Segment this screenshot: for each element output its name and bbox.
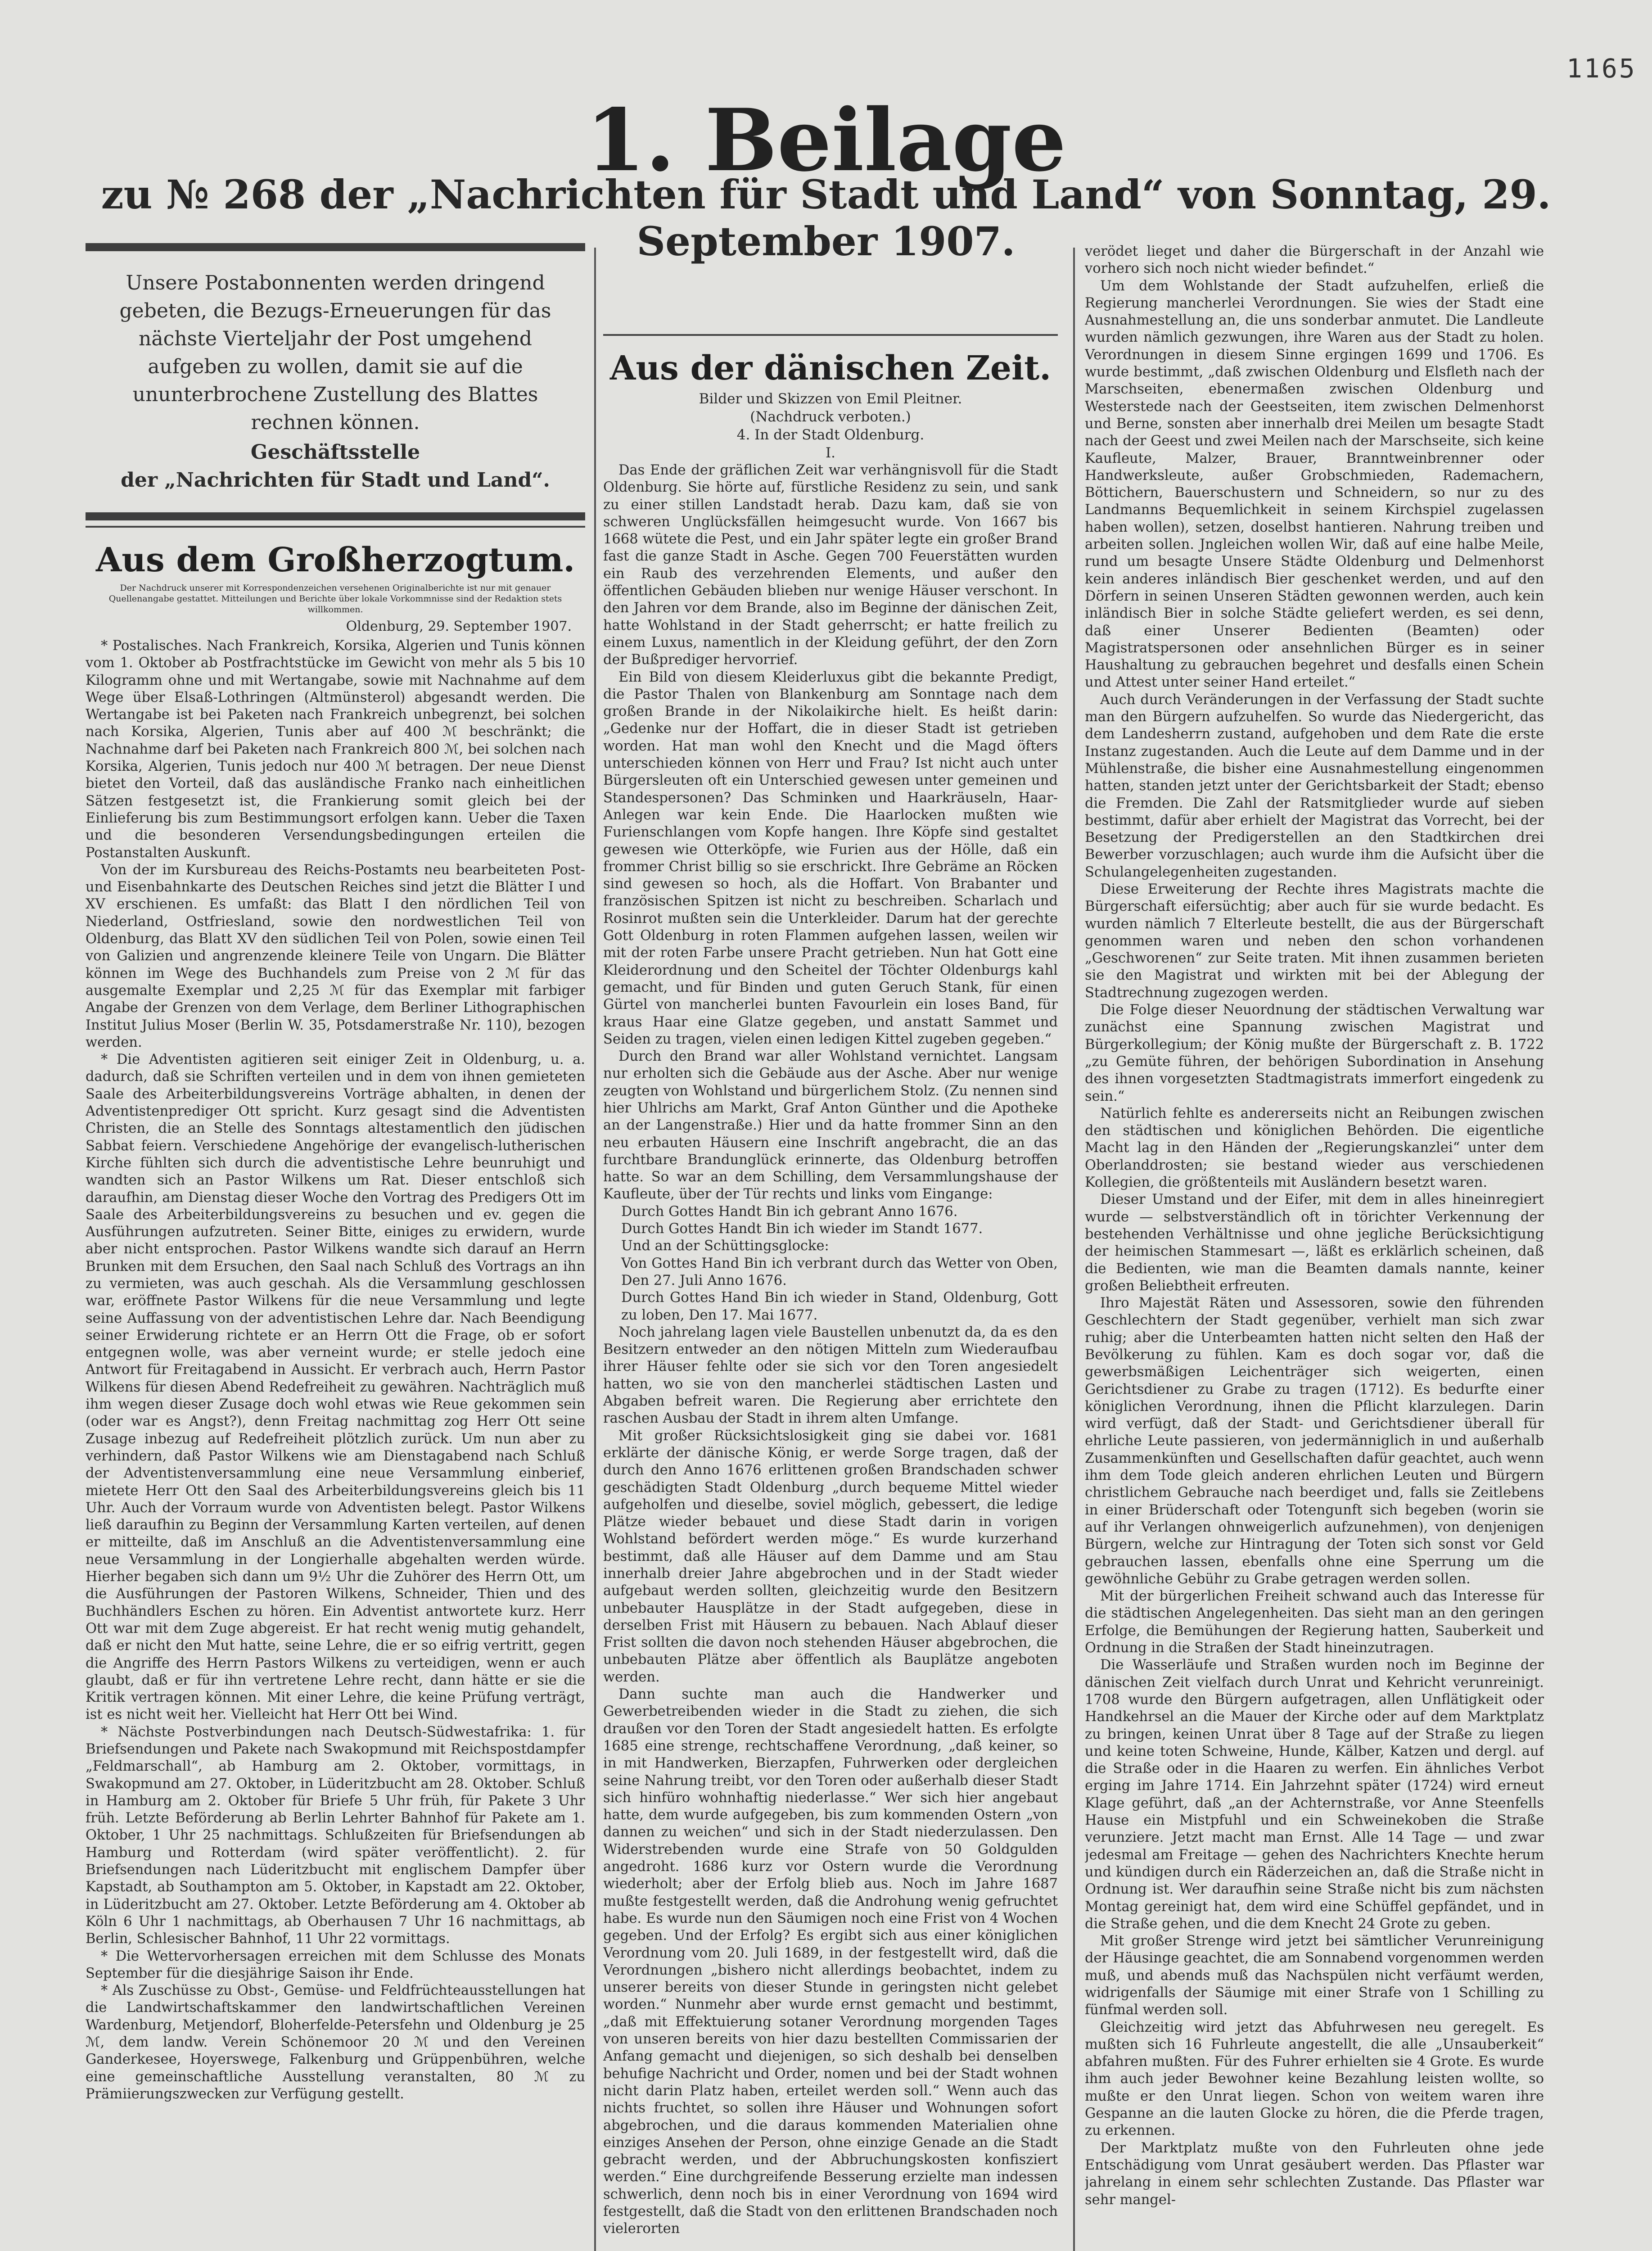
paragraph: Dann suchte man auch die Handwerker und Gewerbetreibenden wieder in die Stadt zu ziehen, die sich draußen vor den Toren der Stadt angesiedelt hatten. Es erfolgte 1685 eine strenge, rechtschaffene Verordnung, „daß keiner, so in mit Handwerken, Bierzapfen, Fuhrwerken oder dergleichen seine Nahrung treibt, vor den Toren oder außerhalb dieser Stadt sich hinfüro wohnhaftig niederlasse.“ Wer sich hier angebaut hatte, dem wurde aufgegeben, bis zum kommenden Ostern „von dannen zu weichen“ und sich in der Stadt niederzulassen. Den Widerstrebenden wurde eine Strafe von 50 Goldgulden angedroht. 1686 kurz vor Ostern wurde die Verordnung wiederholt; aber der Erfolg blieb aus. Noch im Jahre 1687 mußte festgestellt werden, daß die Androhung wenig gefruchtet habe. Es wurde nun den Säumigen noch eine Frist von 4 Wochen gegeben. Und der Erfolg? Es ergibt sich aus einer königlichen Verordnung vom 20. Juli 1689, in der festgestellt wird, daß die Verordnungen „bishero nicht allerdings beobachtet, indem zu unserer bereits von dieser Stunde in geringsten nicht gelebet worden.“ Nunmehr aber wurde ernst gemacht und bestimmt, „daß mit Effektuierung sotaner Verordnung morgenden Tages von unseren bereits von hier dazu bestellten Commissarien der Anfang gemacht und diejenigen, so sich deshalb bei denselben behufige Nachricht und Order, nomen und bei der Stadt wohnen nicht darin Platz haben, erteilet werden soll.“ Wenn auch das nichts fruchtet, so sollen ihre Häuser und Wohnungen sofort abgebrochen, und die daraus kommenden Materialien ohne einziges Ansehen der Person, ohne einzige Genade an die Stadt gebracht werden, und der Abbruchungskosten konfisziert werden.“ Eine durchgreifende Besserung erzielte man indessen schwerlich, denn noch bis in einer Verordnung von 1694 wird festgestellt, daß die Stadt von den erlittenen Brandschaden noch vielerorten	[603, 1686, 1058, 2237]
paragraph: Die Wasserläufe und Straßen wurden noch im Beginne der dänischen Zeit vielfach durch Unrat und Kehricht verunreinigt. 1708 wurde den Bürgern aufgetragen, allen Unflätigkeit oder Handkehrsel an die Mauer der Kirche oder auf dem Marktplatz zu bringen, keinen Unrat über 8 Tage auf der Straße zu liegen und keine toten Schweine, Hunde, Kälber, Katzen und dergl. auf die Straße oder in die Haaren zu werfen. Ein ähnliches Verbot erging im Jahre 1714. Ein Jahrzehnt später (1724) wird erneut Klage geführt, daß „an der Achternstraße, vor Anne Steenfells Hause ein Mistpfuhl und ein Schweinekoben die Straße verunziere. Jetzt macht man Ernst. Alle 14 Tage — und zwar jedesmal am Freitage — gehen des Nachrichters Knechte herum und kündigen durch ein Räderzeichen an, daß die Straße nicht in Ordnung ist. Wer daraufhin seine Straße nicht bis zum nächsten Montag gereinigt hat, dem wird eine Schüffel gepfändet, und in die Straße gehen, und die dem Knecht 24 Grote zu geben.	[1085, 1657, 1544, 1932]
paragraph: * Postalisches. Nach Frankreich, Korsika, Algerien und Tunis können vom 1. Oktober ab Postfrachtstücke im Gewicht von mehr als 5 bis 10 Kilogramm ohne und mit Wertangabe, sowie mit Nachnahme auf dem Wege über Elsaß-Lothringen (Altmünsterol) abgesandt werden. Die Wertangabe ist bei Paketen nach Frankreich unbegrenzt, bei solchen nach Korsika, Algerien, Tunis aber auf 400 ℳ beschränkt; die Nachnahme darf bei Paketen nach Frankreich 800 ℳ, bei solchen nach Korsika, Algerien, Tunis jedoch nur 400 ℳ betragen. Der neue Dienst bietet den Vorteil, daß das ausländische Franko nach einheitlichen Sätzen festgesetzt ist, die Frankierung somit gleich bei der Einlieferung bis zum Bestimmungsort erfolgen kann. Ueber die Taxen und die besonderen Versendungsbedingungen erteilen die Postanstalten Auskunft.	[86, 638, 585, 861]
chapter-numeral: I.	[825, 445, 836, 461]
column-continuation-space	[603, 243, 1058, 329]
dateline: Oldenburg, 29. September 1907.	[346, 619, 572, 634]
column-rule	[1073, 248, 1075, 2251]
notice-text: Unsere Postabonnenten werden dringend gebeten, die Bezugs-Erneuerungen für das nächste Vierteljahr der Post umgehend aufgeben zu wollen, damit sie auf die ununterbrochene Zustellung des Blattes rechnen können.	[119, 271, 551, 434]
paragraph: Noch jahrelang lagen viele Baustellen unbenutzt da, da es den Besitzern entweder an den nötigen Mitteln zum Wiederaufbau ihrer Häuser fehlte oder sie sich vor den Toren angesiedelt hatten, wo sie von den mancherlei städtischen Lasten und Abgaben befreit waren. Die Regierung aber errichtete den raschen Ausbau der Stadt in ihrem alten Umfange.	[603, 1324, 1058, 1427]
rule-bar	[86, 243, 585, 251]
article-body	[86, 637, 585, 2103]
notice-signature: Geschäftsstelle	[250, 441, 420, 464]
paragraph: verödet lieget und daher die Bürgerschaft in der Anzahl wie vorhero sich noch nicht wieder befindet.“	[1085, 244, 1544, 277]
paragraph: Ihro Majestät Räten und Assessoren, sowie den führenden Geschlechtern der Stadt gegenüber, verhielt man sich zwar ruhig; aber die Unterbeamten hatten nicht selten den Haß der Bevölkerung zu fühlen. Kam es doch sogar vor, daß die gewerbsmäßigen Leichenträger sich weigerten, einen Gerichtsdiener zu Grabe zu tragen (1712). Es bedurfte einer königlichen Verordnung, ihnen die Pflicht klarzulegen. Darin wird verfügt, daß der Stadt- und Gerichtsdiener überall für ehrliche Leute passieren, von jedermänniglich in und außerhalb Zusammenkünften und Gesellschaften dafür geachtet, auch wenn ihm dem Tode gleich anderen ehrlichen Leuten und Bürgern christlichem Gebrauche nach beerdiget und, falls sie Zeitlebens in einer Brüderschaft oder Totengunft sich begeben (worin sie auf ihr Verlangen ohnweigerlich aufzunehmen), von denjenigen Bürgern, welche zur Hintragung der Toten sich sonst vor Geld gebrauchen lassen, ebenfalls ohne eine Sperrung um die gewöhnliche Gebühr zu Grabe getragen werden sollen.	[1085, 1295, 1544, 1587]
masthead-title: 1. Beilage	[586, 90, 1066, 190]
paragraph: * Die Wettervorhersagen erreichen mit dem Schlusse des Monats September für die diesjährige Saison ihr Ende.	[86, 1948, 585, 1981]
chapter-heading: 4. In der Stadt Oldenburg.	[736, 427, 925, 443]
column-right	[1085, 243, 1544, 2251]
paragraph: Das Ende der gräflichen Zeit war verhängnisvoll für die Stadt Oldenburg. Sie hörte auf, fürstliche Residenz zu sein, und sank zu einer stillen Landstadt herab. Dazu kam, daß sie von schweren Unglücksfällen heimgesucht wurde. Von 1667 bis 1668 wütete die Pest, und ein Jahr später legte ein großer Brand fast die ganze Stadt in Asche. Gegen 700 Feuerstätten wurden ein Raub des verzehrenden Elements, und außer den öffentlichen Gebäuden blieben nur wenige Häuser verschont. In den Jahren vor dem Brande, also im Beginne der dänischen Zeit, hatte Wohlstand in der Stadt geherrscht; er hatte freilich zu einem Luxus, namentlich in der Kleidung geführt, der den Zorn der Bußprediger hervorrief.	[603, 462, 1058, 668]
rule-line	[86, 526, 585, 528]
paragraph: Von der im Kursbureau des Reichs-Postamts neu bearbeiteten Post- und Eisenbahnkarte des Deutschen Reiches sind jetzt die Blätter I und XV erschienen. Es umfaßt: das Blatt I den nördlichen Teil von Niederland, Ostfriesland, sowie den nordwestlichen Teil von Oldenburg, das Blatt XV den südlichen Teil von Polen, sowie einen Teil von Galizien und angrenzende kleinere Teile von Ungarn. Die Blätter können im Wege des Buchhandels zum Preise von 2 ℳ für das ausgemalte Exemplar und 2,25 ℳ für das Exemplar mit farbiger Angabe der Grenzen von dem Verlage, dem Berliner Lithographischen Institut Julius Moser (Berlin W. 35, Potsdamerstraße Nr. 110), bezogen werden.	[86, 862, 585, 1050]
column-left	[86, 243, 585, 2251]
paragraph: Mit der bürgerlichen Freiheit schwand auch das Interesse für die städtischen Angelegenheiten. Das sieht man an den geringen Erfolge, die Bemühungen der Regierung hatten, Sauberkeit und Ordnung in die Straßen der Stadt hineinzutragen.	[1085, 1588, 1544, 1656]
paragraph: * Als Zuschüsse zu Obst-, Gemüse- und Feldfrüchteausstellungen hat die Landwirtschaftskammer den landwirtschaftlichen Vereinen Wardenburg, Metjendorf, Bloherfelde-Petersfehn und Oldenburg je 25 ℳ, dem landw. Verein Schönemoor 20 ℳ und den Vereinen Ganderkesee, Hoyerswege, Falkenburg und Grüppenbühren, welche eine gemeinschaftliche Ausstellung veranstalten, 80 ℳ zu Prämiierungszwecken zur Verfügung gestellt.	[86, 1983, 585, 2102]
reprint-note: (Nachdruck verboten.)	[750, 409, 911, 425]
reprint-note: Der Nachdruck unserer mit Korrespondenzeichen versehenen Originalberichte ist nur mit genauer Quellenangabe gestattet. Mitteilungen und Berichte über lokale Vorkommnisse sind der Redaktion stets willkommen.	[108, 583, 562, 615]
paragraph: Auch durch Veränderungen in der Verfassung der Stadt suchte man den Bürgern aufzuhelfen. So wurde das Niedergericht, das dem Landesherrn zustand, aufgehoben und dem Rate die erste Instanz zugestanden. Auch die Leute auf dem Damme und in der Mühlenstraße, die bisher eine Ausnahmestellung eingenommen hatten, standen jetzt unter der Gerichtsbarkeit der Stadt; ebenso die Fremden. Die Zahl der Ratsmitglieder wurde auf sieben bestimmt, dafür aber erhielt der Magistrat das Vorrecht, bei der Besetzung der Predigerstellen an den Stadtkirchen drei Bewerber vorzuschlagen; auch wurde ihm die Aufsicht über die Schulangelegenheiten zugestanden.	[1085, 692, 1544, 880]
paragraph: Um dem Wohlstande der Stadt aufzuhelfen, erließ die Regierung mancherlei Verordnungen. Sie wies der Stadt eine Ausnahmestellung an, die uns sonderbar anmutet. Die Landleute wurden nämlich gezwungen, ihre Waren aus der Stadt zu holen. Verordnungen in diesem Sinne ergingen 1699 und 1706. Es wurde bestimmt, „daß zwischen Oldenburg und Elsfleth nach der Marschseiten, ebenermaßen zwischen Oldenburg und Westerstede nach der Geestseiten, item zwischen Delmenhorst und Berne, sonsten aber innerhalb drei Meilen um besagte Stadt nach der Geest und zwei Meilen nach der Marschseite, sich keine Kaufleute, Malzer, Brauer, Branntweinbrenner oder Handwerksleute, außer Grobschmieden, Rademachern, Böttichern, Bauerschustern und Schneidern, so nur zu des Landmanns Bequemlichkeit in seinem Kirchspiel zugelassen haben wollen), setzen, doselbst hantieren. Nahrung treiben und arbeiten sollen. Jngleichen wollen Wir, daß auf eine halbe Meile, rund um besagte Unsere Städte Oldenburg und Delmenhorst kein anderes inländisch Bier geschenket werden, und auf den Dörfern in seinen Unseren Städten gewonnen werden, auch kein inländisch Bier in solche Städte geliefert werden, es sei denn, daß einer Unserer Bedienten (Beamten) oder Magistratspersonen oder ansehnlichen Bürger es in seiner Haushaltung zu gebrauchen begehret und desfalls einen Schein und Attest unter seiner Hand erteilet.“	[1085, 278, 1544, 691]
inscription: Durch Gottes Handt Bin ich wieder im Standt 1677.	[621, 1221, 983, 1237]
paragraph: Natürlich fehlte es andererseits nicht an Reibungen zwischen den städtischen und königlichen Behörden. Die eigentliche Macht lag in den Händen der „Regierungskanzlei“ unter dem Oberlanddrosten; sie bestand wieder aus verschiedenen Kollegien, die größtenteils mit Ausländern besetzt waren.	[1085, 1105, 1544, 1191]
paragraph: Der Marktplatz mußte von den Fuhrleuten ohne jede Entschädigung vom Unrat gesäubert werden. Das Pflaster war jahrelang in einem sehr schlechten Zustande. Das Pflaster war sehr mangel-	[1085, 2140, 1544, 2208]
inscription: Und an der Schüttingsglocke:	[621, 1238, 829, 1254]
paragraph: Diese Erweiterung der Rechte ihres Magistrats machte die Bürgerschaft eifersüchtig; aber auch für sie wurde bedacht. Es wurden nämlich 7 Elterleute bestellt, die aus der Bürgerschaft genommen waren und neben den schon vorhandenen „Geschworenen“ zur Seite traten. Mit ihnen zusammen berieten sie den Magistrat und wirkten mit bei der Ablegung der Stadtrechnung zugezogen werden.	[1085, 881, 1544, 1001]
paragraph: Mit großer Rücksichtslosigkeit ging sie dabei vor. 1681 erklärte der dänische König, er werde Sorge tragen, daß der durch den Anno 1676 erlittenen großen Brandschaden schwer geschädigten Stadt Oldenburg „durch bequeme Mittel wieder aufgeholfen und dieselbe, soviel möglich, gebessert, die ledige Plätze wieder bebauet und diese Stadt darin in vorigen Wohlstand befördert werden möge.“ Es wurde kurzerhand bestimmt, daß alle Häuser auf dem Damme und am Stau innerhalb dreier Jahre abgebrochen und in der Stadt wieder aufgebaut werden sollten, gleichzeitig wurde den Besitzern unbebauter Hausplätze in der Stadt aufgegeben, diese in derselben Frist mit Häusern zu bebauen. Nach Ablauf dieser Frist sollten die davon noch stehenden Häuser abgebrochen, die unbebauten Plätze aber öffentlich als Bauplätze angeboten werden.	[603, 1428, 1058, 1685]
page-number: 1165	[1566, 53, 1637, 84]
inscription: Durch Gottes Hand Bin ich wieder in Stand, Oldenburg, Gott zu loben, Den 17. Mai 1677.	[621, 1290, 1058, 1323]
paragraph: Durch den Brand war aller Wohlstand vernichtet. Langsam nur erholten sich die Gebäude aus der Asche. Aber nur wenige zeugten von Wohlstand und bürgerlichem Stolz. (Zu nennen sind hier Uhlrichs am Markt, Graf Anton Günther und die Apotheke an der Langenstraße.) Hier und da hatte frommer Sinn an den neu erbauten Häusern eine Inschrift angebracht, die an das furchtbare Brandunglück erinnerte, das Oldenburg betroffen hatte. So war an dem Schilling, dem Versammlungshause der Kaufleute, über der Tür rechts und links vom Eingange:	[603, 1049, 1058, 1202]
paragraph: * Die Adventisten agitieren seit einiger Zeit in Oldenburg, u. a. dadurch, daß sie Schriften verteilen und in dem von ihnen gemieteten Saale des Arbeiterbildungsvereins Vorträge abhalten, in denen der Adventistenprediger Ott spricht. Kurz gesagt sind die Adventisten Christen, die an Stelle des Sonntags altestamentlich den jüdischen Sabbat feiern. Verschiedene Angehörige der evangelisch-lutherischen Kirche fühlten sich durch die adventistische Lehre beunruhigt und wandten sich an Pastor Wilkens um Rat. Dieser entschloß sich daraufhin, am Dienstag dieser Woche den Vortrag des Predigers Ott im Saale des Arbeiterbildungsvereins zu besuchen und ev. gegen die Ausführungen aufzutreten. Seiner Bitte, einiges zu erwidern, wurde aber nicht entsprochen. Pastor Wilkens wandte sich darauf an Herrn Brunken mit dem Ersuchen, den Saal nach Schluß des Vortrags an ihn zu vermieten, was auch geschah. Als die Versammlung geschlossen war, eröffnete Pastor Wilkens für die neue Versammlung und legte seine Auffassung von der adventistischen Lehre dar. Nach Beendigung seiner Erwiderung richtete er an Herrn Ott die Frage, ob er sofort entgegnen wolle, was aber verneint wurde; er stelle jedoch eine Antwort für Freitagabend in Aussicht. Er verbrach auch, Herrn Pastor Wilkens für diesen Abend Redefreiheit zu gewähren. Nachträglich muß ihm wegen dieser Zusage doch wohl etwas wie Reue gekommen sein (oder war es Angst?), denn Freitag nachmittag zog Herr Ott seine Zusage inbezug auf Redefreiheit plötzlich zurück. Um nun aber zu verhindern, daß Pastor Wilkens wie am Dienstagabend nach Schluß der Adventistenversammlung eine neue Versammlung einberief, mietete Herr Ott den Saal des Arbeiterbildungsvereins gleich bis 11 Uhr. Auch der Vorraum wurde von Adventisten belegt. Pastor Wilkens ließ daraufhin zu Beginn der Versammlung Karten verteilen, auf denen er mitteilte, daß im Anschluß an die Adventistenversammlung eine neue Versammlung in der Longierhalle abgehalten werden würde. Hierher begaben sich dann um 9½ Uhr die Zuhörer des Herrn Ott, um die Ausführungen der Pastoren Wilkens, Schneider, Thien und des Buchhändlers Eschen zu hören. Ein Adventist antwortete kurz. Herr Ott war mit dem Zuge abgereist. Er hat recht wenig mutig gehandelt, daß er nicht den Mut hatte, seine Lehre, die er so eifrig vertritt, gegen die Angriffe des Herrn Pastors Wilkens zu verteidigen, wenn er auch glaubt, daß er für ihn vertretene Lehre recht, dann hätte er sie die Kritik vertragen können. Mit einer Lehre, die keine Prüfung verträgt, ist es nicht weit her. Vielleicht hat Herr Ott bei Wind.	[86, 1052, 585, 1723]
subscription-notice	[86, 251, 585, 512]
inscription: Durch Gottes Handt Bin ich gebrant Anno 1676.	[621, 1203, 958, 1220]
byline: Bilder und Skizzen von Emil Pleitner.	[699, 391, 962, 407]
article-body	[1085, 243, 1544, 2209]
rule-bar	[86, 512, 585, 520]
inscription: Von Gottes Hand Bin ich verbrant durch das Wetter von Oben, Den 27. Juli Anno 1676.	[621, 1255, 1058, 1288]
section-title: Aus der dänischen Zeit.	[609, 349, 1052, 388]
paragraph: Die Folge dieser Neuordnung der städtischen Verwaltung war zunächst eine Spannung zwischen Magistrat und Bürgerkollegium; der König mußte der Bürgerschaft z. B. 1722 „zu Gemüte führen, der behörigen Subordination in Ansehung des ihnen vorgesetzten Stadtmagistrats immerfort eingedenk zu sein.“	[1085, 1002, 1544, 1104]
column-middle	[603, 243, 1058, 2251]
paragraph: Dieser Umstand und der Eifer, mit dem in alles hineinregiert wurde — selbstverständlich oft in törichter Verkennung der bestehenden Verhältnisse und ohne jegliche Berücksichtigung der heimischen Stammesart —, läßt es erklärlich scheinen, daß die Bedienten, wie man die Beamten damals nannte, keiner großen Beliebtheit erfreuten.	[1085, 1192, 1544, 1294]
paragraph: Ein Bild von diesem Kleiderluxus gibt die bekannte Predigt, die Pastor Thalen von Blankenburg am Sonntage nach dem großen Brande in der Nikolaikirche hielt. Es heißt darin: „Gedenke nur der Hoffart, die in dieser Stadt ist getrieben worden. Hat man wohl den Knecht und die Magd öfters unterschieden können von Herr und Frau? Ist nicht auch unter Bürgersleuten oft ein Unterschied gewesen unter gemeinen und Standespersonen? Das Schminken und Haarkräuseln, Haar-Anlegen war kein Ende. Die Haarlocken mußten wie Furienschlangen vom Kopfe hangen. Ihre Köpfe sind gestaltet gewesen wie Otterköpfe, wie Furien aus der Hölle, daß ein frommer Christ billig so sie erschrickt. Ihre Gebräme an Röcken sind gewesen so hoch, als die Hoffart. Von Brabanter und französischen Spitzen ist nicht zu beschreiben. Scharlach und Rosinrot mußten sein die Unterkleider. Darum hat der gerechte Gott Oldenburg in roten Flammen aufgehen lassen, weilen wir mit der roten Farbe unsere Pracht getrieben. Nun hat Gott eine Kleiderordnung und den Scheitel der Töchter Oldenburgs kahl gemacht, und für Binden und guten Geruch Stank, für einen Gürtel von mancherlei bunten Favourlein ein loses Band, für kraus Haar eine Glatze gegeben, und anstatt Sammet und Seiden zu tragen, vielen einen ledigen Kittel zugeben gegeben.“	[603, 669, 1058, 1047]
article-body	[603, 462, 1058, 2238]
paragraph: * Nächste Postverbindungen nach Deutsch-Südwestafrika: 1. für Briefsendungen und Pakete nach Swakopmund mit Reichspostdampfer „Feldmarschall“, ab Hamburg am 2. Oktober, vormittags, in Swakopmund am 27. Oktober, in Lüderitzbucht am 28. Oktober. Schluß in Hamburg am 2. Oktober für Briefe 5 Uhr früh, für Pakete 3 Uhr früh. Letzte Beförderung ab Berlin Lehrter Bahnhof für Pakete am 1. Oktober, 1 Uhr 25 nachmittags. Schlußzeiten für Briefsendungen ab Hamburg und Rotterdam (wird später veröffentlicht). 2. für Briefsendungen nach Lüderitzbucht mit englischem Dampfer über Kapstadt, ab Southampton am 5. Oktober, in Kapstadt am 22. Oktober, in Lüderitzbucht am 27. Oktober. Letzte Beförderung am 4. Oktober ab Köln 6 Uhr 1 nachmittags, ab Oberhausen 7 Uhr 16 nachmittags, ab Berlin, Schlesischer Bahnhof, 11 Uhr 22 vormittags.	[86, 1724, 585, 1947]
column-rule	[594, 248, 596, 2251]
paragraph: Mit großer Strenge wird jetzt bei sämtlicher Verunreinigung der Häusinge geachtet, die am Sonnabend vorgenommen werden muß, und abends muß das Nachspülen nicht verfäumt werden, widrigenfalls der Säumige mit einer Strafe von 1 Schilling zu fünfmal werden soll.	[1085, 1933, 1544, 2018]
rule-line	[603, 334, 1058, 336]
masthead-subtitle: zu № 268 der „Nachrichten für Stadt und Land“ von Sonntag, 29. September 1907.	[101, 171, 1551, 265]
notice-signature: der „Nachrichten für Stadt und Land“.	[121, 469, 550, 492]
paragraph: Gleichzeitig wird jetzt das Abfuhrwesen neu geregelt. Es mußten sich 16 Fuhrleute angestellt, die alle „Unsauberkeit“ abfahren mußten. Für des Fuhrer erhielten sie 4 Grote. Es wurde ihm auch jeder Bewohner keine Bezahlung leisten wollte, so mußte er den Unrat liegen. Schon von weitem waren ihre Gespanne an die lauten Glocke zu hören, die die Pferde tragen, zu erkennen.	[1085, 2019, 1544, 2139]
section-title: Aus dem Großherzogtum.	[95, 541, 575, 579]
